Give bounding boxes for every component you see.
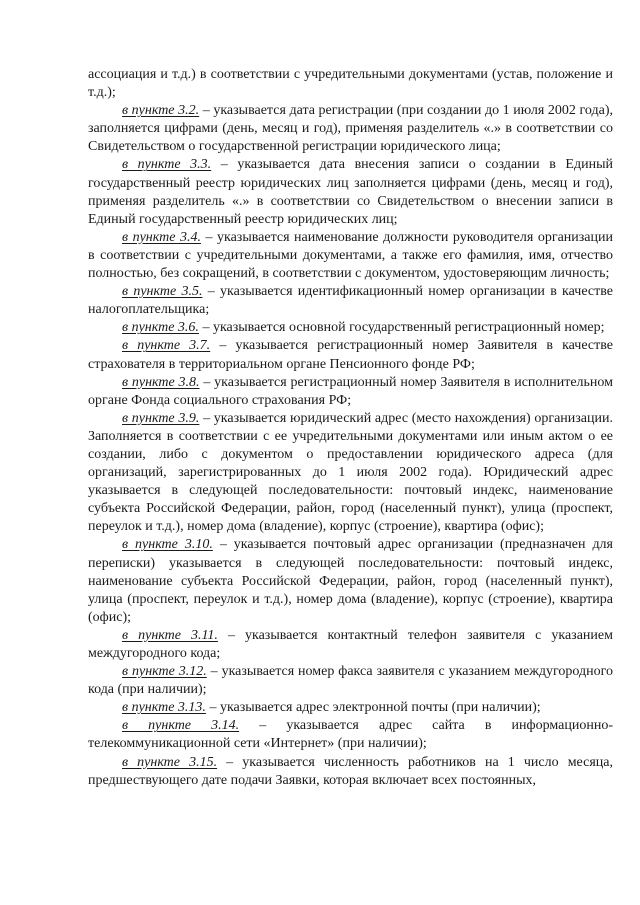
clause-reference: в пункте 3.10. (122, 537, 213, 553)
paragraph-item-3-8 (88, 374, 613, 410)
paragraph-text: – указывается дата регистрации (при создании до 1 июля 2002 года), заполняется цифрами (день, месяц и год), применяя разделитель «.» в соответствии со Свидетельством о государственной регистрации юридического лица; (88, 103, 613, 155)
document-page (88, 66, 613, 790)
paragraph-item-3-13 (88, 699, 613, 717)
paragraph-text: ассоциация и т.д.) в соответствии с учредительными документами (устав, положение и т.д.); (88, 67, 613, 101)
clause-reference: в пункте 3.5. (122, 284, 203, 300)
paragraph-text: – указывается наименование должности руководителя организации в соответствии с учредительными документами, а также его фамилия, имя, отчество полностью, без сокращений, в соответствии с документом, удостоверяющим личность; (88, 229, 613, 282)
paragraph-item-3-10 (88, 536, 613, 626)
paragraph-item-3-12 (88, 663, 613, 699)
paragraph-continuation (88, 66, 613, 102)
clause-reference: в пункте 3.3. (122, 157, 212, 173)
paragraph-text: – указывается основной государственный регистрационный номер; (198, 320, 605, 336)
clause-reference: в пункте 3.12. (122, 664, 207, 680)
paragraph-item-3-14 (88, 717, 613, 753)
clause-reference: в пункте 3.4. (122, 229, 201, 245)
paragraph-text: – указывается контактный телефон заявителя с указанием междугородного кода; (88, 627, 613, 661)
paragraph-text: – указывается юридический адрес (место нахождения) организации. Заполняется в соответствии с ее учредительными документами или иным актом о ее создании, либо с документом о предоставлении юридического адреса (для организаций, зарегистрированных до 1 июля 2002 года). Юридический адрес указывается в следующей последовательности: почтовый индекс, наименование субъекта Российской Федерации, район, город (населенный пункт), улица (проспект, переулок и т.д.), номер дома (владение), корпус (строение), квартира (офис); (88, 410, 613, 535)
clause-reference: в пункте 3.11. (122, 627, 218, 643)
paragraph-item-3-6 (88, 319, 613, 337)
paragraph-text: – указывается номер факса заявителя с указанием междугородного кода (при наличии); (88, 664, 613, 698)
clause-reference: в пункте 3.2. (122, 103, 200, 119)
clause-reference: в пункте 3.13. (122, 700, 206, 716)
paragraph-text: – указывается почтовый адрес организации (предназначен для переписки) указывается в следующей последовательности: почтовый индекс, наименование субъекта Российской Федерации, район, город (населенный пункт), улица (проспект, переулок и т.д.), номер дома (владение), корпус (строение), квартира (офис); (88, 537, 613, 625)
paragraph-item-3-9 (88, 410, 613, 537)
clause-reference: в пункте 3.9. (122, 410, 200, 426)
paragraph-text: – указывается идентификационный номер организации в качестве налогоплательщика; (88, 284, 613, 318)
paragraph-text: – указывается адрес сайта в информационно-телекоммуникационной сети «Интернет» (при наличии); (88, 718, 613, 752)
paragraph-text: – указывается регистрационный номер Заявителя в исполнительном органе Фонда социального страхования РФ; (88, 374, 613, 408)
clause-reference: в пункте 3.8. (122, 374, 200, 390)
clause-reference: в пункте 3.7. (122, 338, 211, 354)
paragraph-item-3-11 (88, 627, 613, 663)
paragraph-item-3-3 (88, 156, 613, 228)
clause-reference: в пункте 3.15. (122, 754, 218, 770)
paragraph-item-3-7 (88, 337, 613, 373)
paragraph-text: – указывается регистрационный номер Заявителя в качестве страхователя в территориальном органе Пенсионного фонде РФ; (88, 338, 613, 372)
paragraph-item-3-15 (88, 754, 613, 790)
paragraph-text: – указывается дата внесения записи о создании в Единый государственный реестр юридических лиц заполняется цифрами (день, месяц и год), применяя разделитель «.» в соответствии со Свидетельством о внесении записи в Единый государственный реестр юридических лиц; (88, 157, 613, 227)
paragraph-item-3-2 (88, 102, 613, 156)
paragraph-item-3-4 (88, 229, 613, 283)
clause-reference: в пункте 3.14. (122, 718, 240, 734)
paragraph-text: – указывается численность работников на 1 число месяца, предшествующего дате подачи Заявки, которая включает всех постоянных, (88, 754, 613, 788)
paragraph-item-3-5 (88, 283, 613, 319)
paragraph-text: – указывается адрес электронной почты (при наличии); (205, 700, 541, 716)
clause-reference: в пункте 3.6. (122, 320, 199, 336)
